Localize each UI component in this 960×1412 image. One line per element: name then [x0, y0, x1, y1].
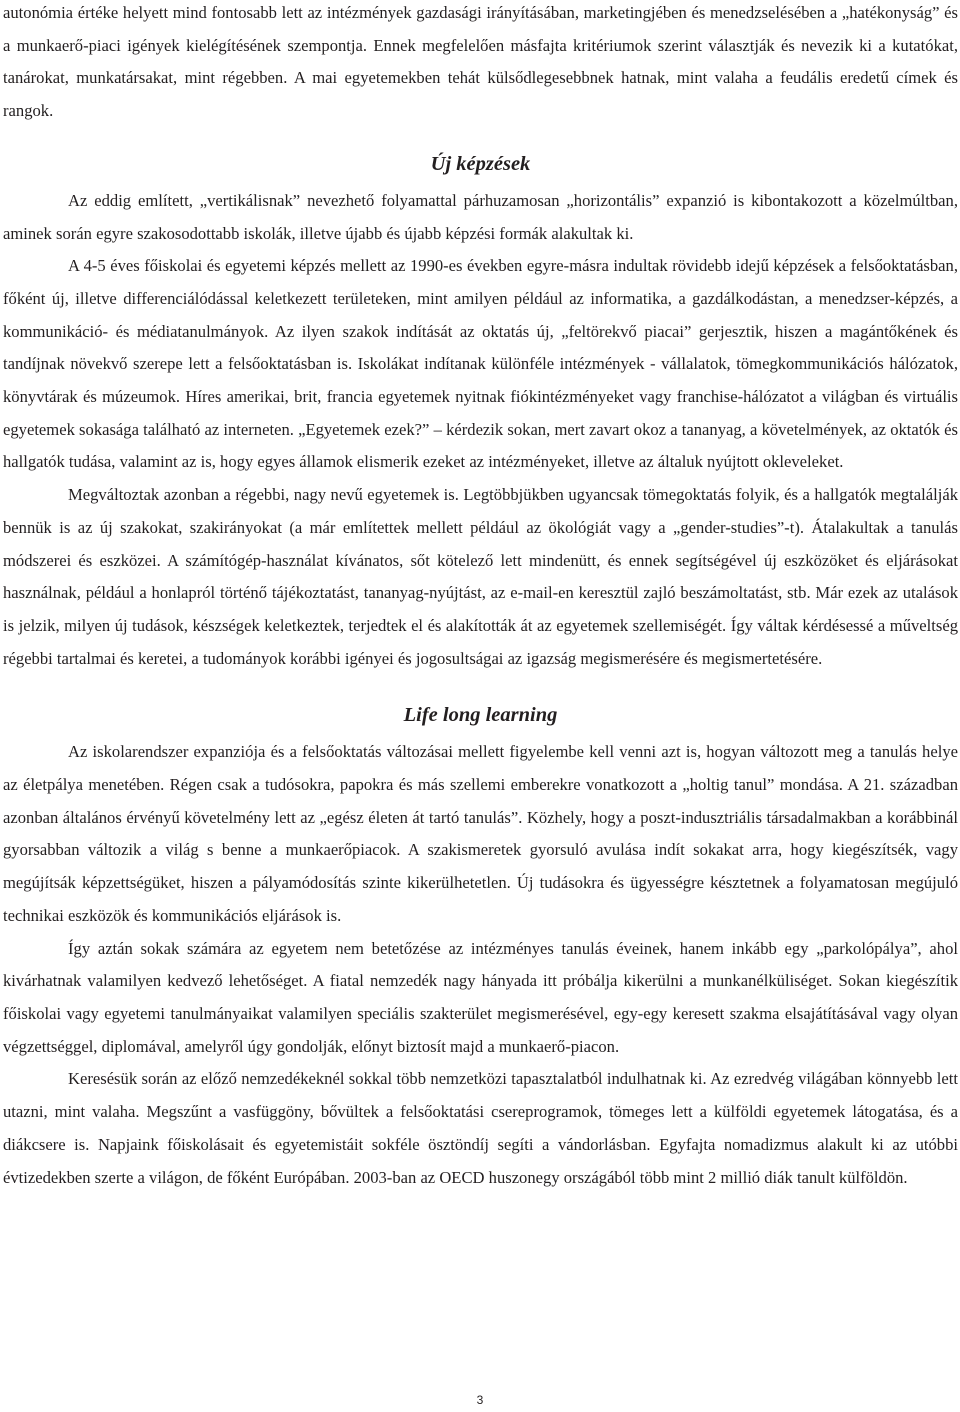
- section-heading-uj-kepzesek: Új képzések: [430, 152, 531, 175]
- body-paragraph: A 4-5 éves főiskolai és egyetemi képzés mellett az 1990-es években egyre-másra indultak rövidebb idejű képzések a felsőoktatásban, főként új, illetve differenciálódással keletkezett területeken, mint amilyen például az informatika, a gazdálkodástan, a menedzser-képzés, a kommunikáció- és médiatanulmányok. Az ilyen szakok indítását az oktatás új, „feltörekvő piacai” gerjesztik, hiszen a magántőkének és tandíjnak növekvő szerepe lett a felsőoktatásban is. Iskolákat indítanak különféle intézmények - vállalatok, tömegkommunikációs hálózatok, könyvtárak és múzeumok. Híres amerikai, brit, francia egyetemek nyitnak fiókintézményeket vagy franchise-hálózatot a világban és virtuális egyetemek sokasága található az interneten. „Egyetemek ezek?” – kérdezik sokan, mert zavart okoz a tananyag, a követelmények, az oktatók és hallgatók tudása, valamint az is, hogy egyes államok elismerik ezeket az intézményeket, illetve az általuk nyújtott okleveleket.: [3, 256, 958, 472]
- section-heading-life-long-learning: Life long learning: [403, 704, 558, 727]
- document-page: [3, 0, 958, 1194]
- body-paragraph: Az eddig említett, „vertikálisnak” nevezhető folyamattal párhuzamosan „horizontális” expanzió is kibontakozott a közelmúltban, aminek során egyre szakosodottabb iskolák, illetve újabb és újabb képzési formák alakultak ki.: [3, 190, 958, 243]
- body-paragraph: Így aztán sokak számára az egyetem nem betetőzése az intézményes tanulás éveinek, hanem inkább egy „parkolópálya”, ahol kivárhatnak valamilyen kedvező lehetőséget. A fiatal nemzedék nagy hányada itt próbálja kikerülni a munkanélküliséget. Sokan kiegészítik főiskolai vagy egyetemi tanulmányaikat valamilyen speciális szakterület megismerésével, egy-egy keresett szakma elsajátításával vagy olyan végzettséggel, diplomával, amelyről úgy gondolják, előnyt biztosít majd a munkaerő-piacon.: [3, 938, 958, 1056]
- intro-paragraph: autonómia értéke helyett mind fontosabb lett az intézmények gazdasági irányításában, marketingjében és menedzselésében a „hatékonyság” és a munkaerő-piaci igények kielégítésének szempontja. Ennek megfelelően másfajta kritériumok szerint választják és nevezik ki a kutatókat, tanárokat, munkatársakat, mint régebben. A mai egyetemekben tehát külsődlegesebbnek hatnak, mint valaha a feudális eredetű címek és rangok.: [3, 3, 958, 121]
- body-paragraph: Az iskolarendszer expanziója és a felsőoktatás változásai mellett figyelembe kell venni azt is, hogyan változott meg a tanulás helye az életpálya menetében. Régen csak a tudósokra, papokra és más szellemi emberekre vonatkozott a „holtig tanul” mondása. A 21. században azonban általános érvényű követelmény lett az „egész életen át tartó tanulás”. Közhely, hogy a poszt-indusztriális társadalmakban a korábbinál gyorsabban változik a világ s benne a munkaerőpiacok. A szakismeretek gyorsuló avulása indít sokakat arra, hogy kiegészítsék, vagy megújítsák képzettségüket, hiszen a pályamódosítás szinte kikerülhetetlen. Új tudásokra és ügyességre késztetnek a folyamatosan megújuló technikai eszközök és kommunikációs eljárások is.: [3, 742, 958, 925]
- body-paragraph: Keresésük során az előző nemzedékeknél sokkal több nemzetközi tapasztalatból indulhatnak ki. Az ezredvég világában könnyebb lett utazni, mint valaha. Megszűnt a vasfüggöny, bővültek a felsőoktatási csereprogramok, tömeges lett a külföldi egyetemek látogatása, és a diákcsere is. Napjaink főiskolásait és egyetemistáit sokféle ösztöndíj segíti a vándorlásban. Egyfajta nomadizmus alakult ki az utóbbi évtizedekben szerte a világon, de főként Európában. 2003-ban az OECD huszonegy országából több mint 2 millió diák tanult külföldön.: [3, 1069, 958, 1187]
- body-paragraph: Megváltoztak azonban a régebbi, nagy nevű egyetemek is. Legtöbbjükben ugyancsak tömegoktatás folyik, és a hallgatók megtalálják bennük is az új szakokat, szakirányokat (a már említettek mellett például az ökológiát vagy a „gender-studies”-t). Átalakultak a tanulás módszerei és eszközei. A számítógép-használat kívánatos, sőt kötelező lett mindenütt, és ennek segítségével új eszközöket és eljárásokat használnak, például a honlapról történő tájékoztatást, tananyag-nyújtást, az e-mail-en keresztül zajló beszámoltatást, stb. Már ezek az utalások is jelzik, milyen új tudások, készségek keletkeztek, terjedtek el és alakították át az egyetemek szellemiségét. Így váltak kérdésessé a műveltség régebbi tartalmai és keretei, a tudományok korábbi igényei és jogosultságai az igazság megismerésére és megismertetésére.: [3, 485, 958, 668]
- page-number: 3: [476, 1393, 484, 1407]
